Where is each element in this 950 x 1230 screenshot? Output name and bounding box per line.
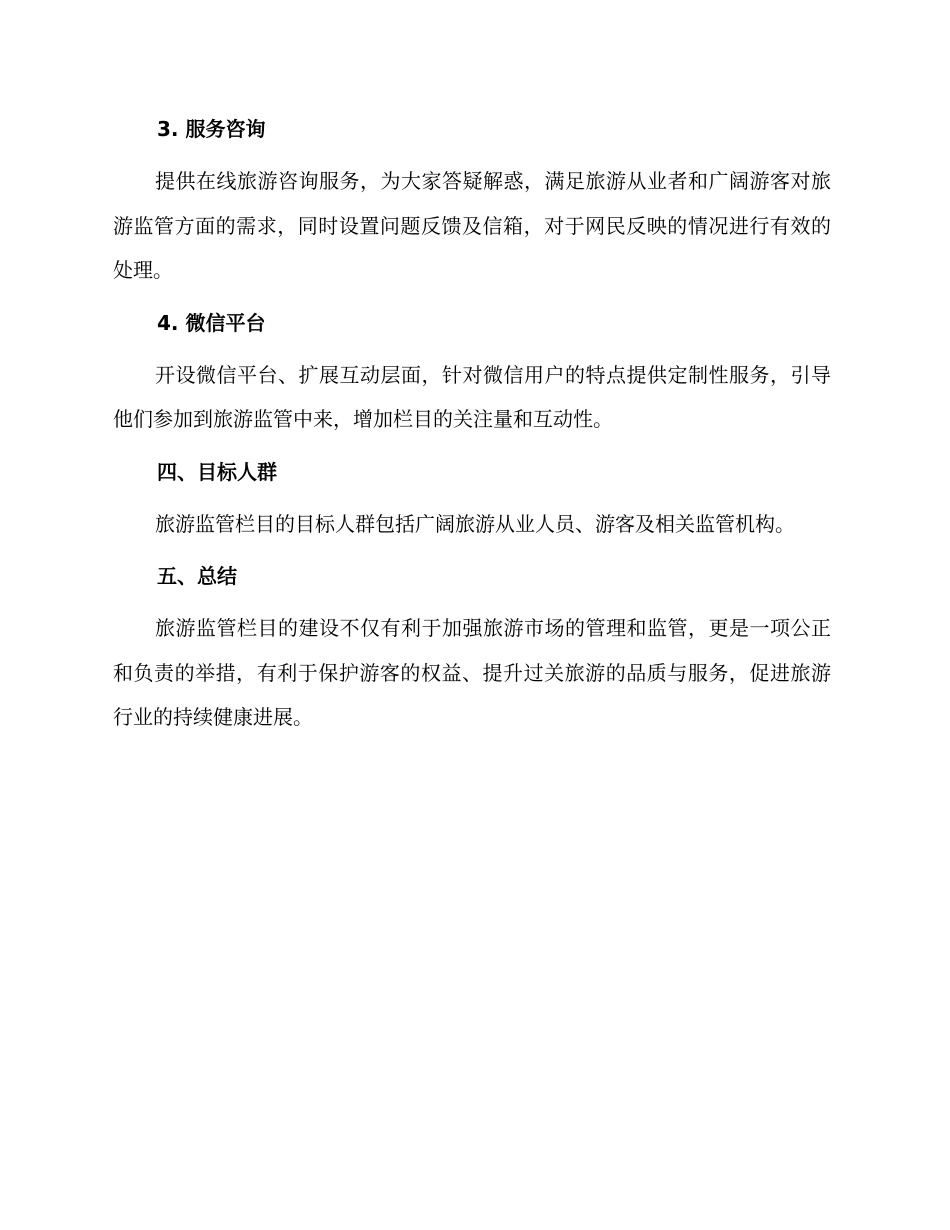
section-paragraph-summary: 旅游监管栏目的建设不仅有利于加强旅游市场的管理和监管，更是一项公正和负责的举措，有利于保护游客的权益、提升过关旅游的品质与服务，促进旅游行业的持续健康进展。 <box>113 616 831 729</box>
section-heading-summary: 五、总结 <box>157 564 237 588</box>
section-heading-target-audience: 四、目标人群 <box>157 459 277 484</box>
section-paragraph-service-consulting: 提供在线旅游咨询服务，为大家答疑解惑，满足旅游从业者和广阔游客对旅游监管方面的需求，同时设置问题反馈及信箱，对于网民反映的情况进行有效的处理。 <box>113 169 831 282</box>
section-paragraph-wechat-platform: 开设微信平台、扩展互动层面，针对微信用户的特点提供定制性服务，引导他们参加到旅游监管中来，增加栏目的关注量和互动性。 <box>113 362 831 431</box>
section-paragraph-target-audience: 旅游监管栏目的目标人群包括广阔旅游从业人员、游客及相关监管机构。 <box>155 511 795 536</box>
section-heading-service-consulting: 3. 服务咨询 <box>157 117 266 141</box>
document-body <box>113 113 831 754</box>
section-heading-wechat-platform: 4. 微信平台 <box>157 310 266 335</box>
